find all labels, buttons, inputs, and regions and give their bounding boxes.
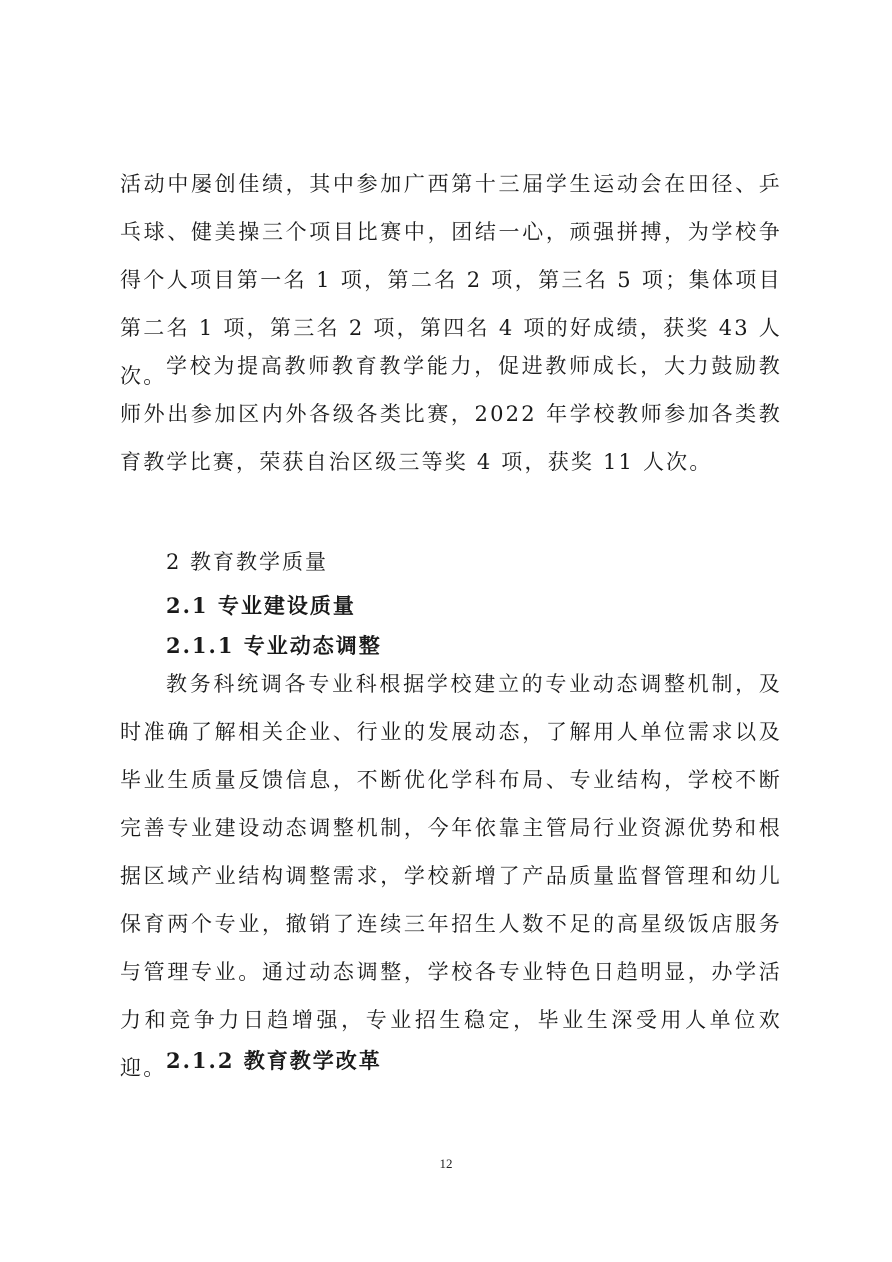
page-number: 12 bbox=[439, 1156, 453, 1171]
paragraph-teacher-competitions: 学校为提高教师教育教学能力，促进教师成长，大力鼓励教师外出参加区内外各级各类比赛，2022 年学校教师参加各类教育教学比赛，荣获自治区级三等奖 4 项，获奖 11 人次。 bbox=[120, 354, 782, 474]
subsection-heading-major-construction: 2.1 专业建设质量 bbox=[166, 593, 356, 618]
subsubsection-heading-major-adjustment: 2.1.1 专业动态调整 bbox=[166, 633, 382, 658]
subsubsection-heading-teaching-reform: 2.1.2 教育教学改革 bbox=[166, 1048, 382, 1073]
paragraph-major-adjustment: 教务科统调各专业科根据学校建立的专业动态调整机制，及时准确了解相关企业、行业的发展动态，了解用人单位需求以及毕业生质量反馈信息，不断优化学科布局、专业结构，学校不断完善专业建设动态调整机制，今年依靠主管局行业资源优势和根据区域产业结构调整需求，学校新增了产品质量监督管理和幼儿保育两个专业，撤销了连续三年招生人数不足的高星级饭店服务与管理专业。通过动态调整，学校各专业特色日趋明显，办学活力和竞争力日趋增强，专业招生稳定，毕业生深受用人单位欢迎。 bbox=[120, 672, 782, 1080]
paragraph-sports-achievements: 活动中屡创佳绩，其中参加广西第十三届学生运动会在田径、乒乓球、健美操三个项目比赛中，团结一心，顽强拼搏，为学校争得个人项目第一名 1 项，第二名 2 项，第三名 5 项；集体项目第二名 1 项，第三名 2 项，第四名 4 项的好成绩，获奖 43 人次。 bbox=[120, 172, 782, 388]
section-heading-teaching-quality: 2 教育教学质量 bbox=[166, 550, 329, 574]
